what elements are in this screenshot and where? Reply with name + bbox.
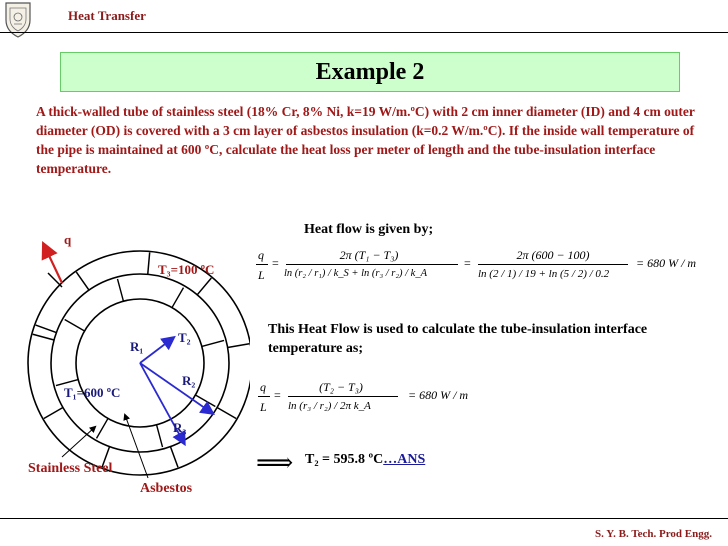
answer-value: T₂ = 595.8 ºC — [305, 452, 384, 467]
eq1-equals: = — [272, 256, 279, 270]
eq2-result: = 680 W / m — [408, 388, 469, 402]
t2-label: T₂ — [178, 330, 191, 345]
slide-title-box — [60, 52, 680, 92]
interface-note: This Heat Flow is used to calculate the tube-insulation interface temperature as; — [268, 322, 648, 356]
eq2-den: ln (r₃ / r₂) / 2π k_A — [288, 400, 371, 412]
problem-statement: A thick-walled tube of stainless steel (18% Cr, 8% Ni, k=19 W/m.ºC) with 2 cm inner diameter (ID) and 4 cm outer diameter (OD) is covered with a 3 cm layer of asbestos insulation (k=0.2 W/m.ºC). If the inside wall temperature of the pipe is maintained at 600 ºC, calculate the heat loss per meter of length and the tube-insulation interface temperature. — [36, 104, 695, 176]
eq2-lhs-bar — [258, 396, 270, 397]
eq1-num2: 2π (600 − 100) — [516, 248, 590, 262]
eq1-lhs-bar — [256, 264, 268, 265]
interface-equation — [258, 380, 498, 420]
r2-label: R₂ — [182, 373, 196, 388]
eq2-lhs-den: L — [260, 400, 267, 414]
eq1-bar1 — [286, 264, 458, 265]
slide-title: Example 2 — [315, 59, 425, 85]
implies-icon: ⟹ — [256, 448, 294, 478]
eq2-num: (T₂ − T₃) — [319, 380, 363, 394]
eq2-equals: = — [274, 388, 281, 402]
footer-text: S. Y. B. Tech. Prod Engg. — [595, 528, 712, 540]
eq1-den1: ln (r₂ / r₁) / k_S + ln (r₃ / r₂) / k_A — [284, 268, 428, 279]
answer — [305, 452, 425, 468]
heat-flow-intro: Heat flow is given by; — [304, 222, 434, 237]
eq1-lhs-num: q — [258, 248, 264, 262]
t3-label: T₃=100 ºC — [158, 262, 215, 277]
stainless-leader — [62, 427, 95, 457]
eq1-den2: ln (2 / 1) / 19 + ln (5 / 2) / 0.2 — [478, 268, 610, 280]
header-divider — [0, 32, 728, 33]
eq1-num1: 2π (T₁ − T₃) — [339, 248, 399, 262]
footer-divider — [0, 518, 728, 519]
eq1-bar2 — [478, 264, 628, 265]
heat-flow-equation — [256, 248, 724, 288]
r3-label: R₃ — [173, 420, 187, 435]
eq1-result: = 680 W / m — [636, 256, 697, 270]
eq2-lhs-num: q — [260, 380, 266, 394]
eq1-equals-2: = — [464, 256, 471, 270]
asbestos-label: Asbestos — [140, 481, 193, 496]
header-title: Heat Transfer — [68, 8, 146, 23]
q-label: q — [64, 232, 72, 247]
stainless-steel-label: Stainless Steel — [28, 461, 113, 476]
answer-tag: …ANS — [383, 452, 426, 467]
t1-label: T₁=600 ºC — [64, 385, 121, 400]
eq1-lhs-den: L — [258, 268, 265, 282]
eq2-bar — [288, 396, 398, 397]
r1-label: R₁ — [130, 339, 144, 354]
